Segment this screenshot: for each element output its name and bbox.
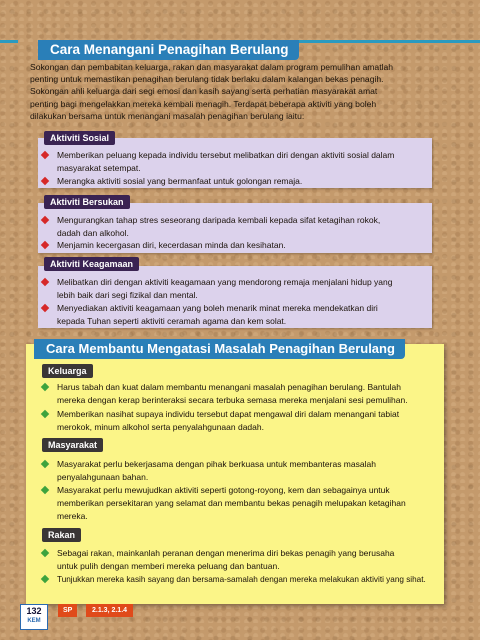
book-code: KEM bbox=[27, 618, 41, 624]
page-number-badge bbox=[20, 604, 48, 630]
tag-aktiviti-keagamaan: Aktiviti Keagamaan bbox=[44, 257, 139, 271]
item-line: Masyarakat perlu bekerjasama dengan pihak berkuasa untuk membanteras masalah bbox=[57, 459, 376, 469]
item-line: Memberikan peluang kepada individu tersebut melibatkan diri dengan aktiviti sosial dalam bbox=[57, 150, 395, 160]
item-line: memberikan persekitaran yang selamat dan membantu bekas penagih melupakan ketagihan bbox=[57, 498, 406, 508]
item-line: Melibatkan diri dengan aktiviti keagamaan yang mendorong remaja menjalani hidup yang bbox=[57, 277, 393, 287]
intro-paragraph bbox=[30, 61, 450, 122]
item-line: Masyarakat perlu mewujudkan aktiviti seperti gotong-royong, kem dan sebagainya untuk bbox=[57, 485, 390, 495]
item-line: Mengurangkan tahap stres seseorang daripada kembali kepada sifat ketagihan rokok, bbox=[57, 215, 381, 225]
tag-aktiviti-bersukan: Aktiviti Bersukan bbox=[44, 195, 130, 209]
tag-masyarakat: Masyarakat bbox=[42, 438, 103, 452]
item-line: Memberikan nasihat supaya individu tersebut dapat mengawal diri dalam menangani tabiat bbox=[57, 409, 400, 419]
item-line: Merangka aktiviti sosial yang bermanfaat untuk golongan remaja. bbox=[57, 176, 303, 186]
sp-label: SP bbox=[58, 604, 77, 617]
item-line: Sebagai rakan, mainkanlah peranan dengan menerima diri bekas penagih yang berusaha bbox=[57, 548, 395, 558]
header-rule-left bbox=[0, 40, 18, 43]
item-line: mereka. bbox=[57, 511, 88, 521]
item-line: untuk pulih dengan memberi mereka peluang dan bantuan. bbox=[57, 561, 280, 571]
item-line: lebih baik dari segi fizikal dan mental. bbox=[57, 290, 198, 300]
header-rule-right bbox=[282, 40, 480, 43]
intro-line: penting untuk memastikan penagihan berulang tidak berlaku dalam kalangan bekas penagih. bbox=[30, 74, 384, 85]
section-title-membantu: Cara Membantu Mengatasi Masalah Penagihan Berulang bbox=[34, 339, 405, 359]
item-line: dadah dan alkohol. bbox=[57, 228, 129, 238]
item-line: Tunjukkan mereka kasih sayang dan bersama-samalah dengan mereka melakukan aktiviti yang sihat. bbox=[57, 575, 426, 584]
item-line: Menjamin kecergasan diri, kecerdasan minda dan kesihatan. bbox=[57, 240, 286, 250]
item-line: masyarakat setempat. bbox=[57, 163, 141, 173]
item-line: penyalahgunaan bahan. bbox=[57, 472, 149, 482]
intro-line: penting bagi mengelakkan mereka kembali menagih. Terdapat beberapa aktiviti yang boleh bbox=[30, 98, 377, 109]
intro-line: Sokongan dan pembabitan keluarga, rakan dan masyarakat dalam program pemulihan amatlah bbox=[30, 62, 394, 72]
item-line: Harus tabah dan kuat dalam membantu menangani masalah penagihan berulang. Bantulah bbox=[57, 382, 402, 392]
sp-reference: 2.1.3, 2.1.4 bbox=[86, 604, 133, 617]
intro-line: Sokongan ahli keluarga dari segi emosi dan kasih sayang serta perhatian masyarakat amat bbox=[30, 86, 378, 97]
item-line: merokok, minum alkohol serta penyalahgunaan dadah. bbox=[57, 422, 264, 432]
item-line: Menyediakan aktiviti keagamaan yang boleh menarik minat mereka mendekatkan diri bbox=[57, 303, 378, 313]
tag-aktiviti-sosial: Aktiviti Sosial bbox=[44, 131, 115, 145]
section-title-menangani: Cara Menangani Penagihan Berulang bbox=[38, 40, 299, 60]
item-line: kepada Tuhan seperti aktiviti ceramah agama dan kem solat. bbox=[57, 316, 287, 326]
tag-keluarga: Keluarga bbox=[42, 364, 93, 378]
item-line: mereka dengan kerap berinteraksi secara terbuka semasa mereka menjalani sesi pemulihan. bbox=[57, 395, 408, 405]
intro-line: dilakukan bersama untuk menangani masalah penagihan berulang iaitu: bbox=[30, 110, 305, 121]
page-number: 132 bbox=[26, 606, 42, 616]
tag-rakan: Rakan bbox=[42, 528, 81, 542]
